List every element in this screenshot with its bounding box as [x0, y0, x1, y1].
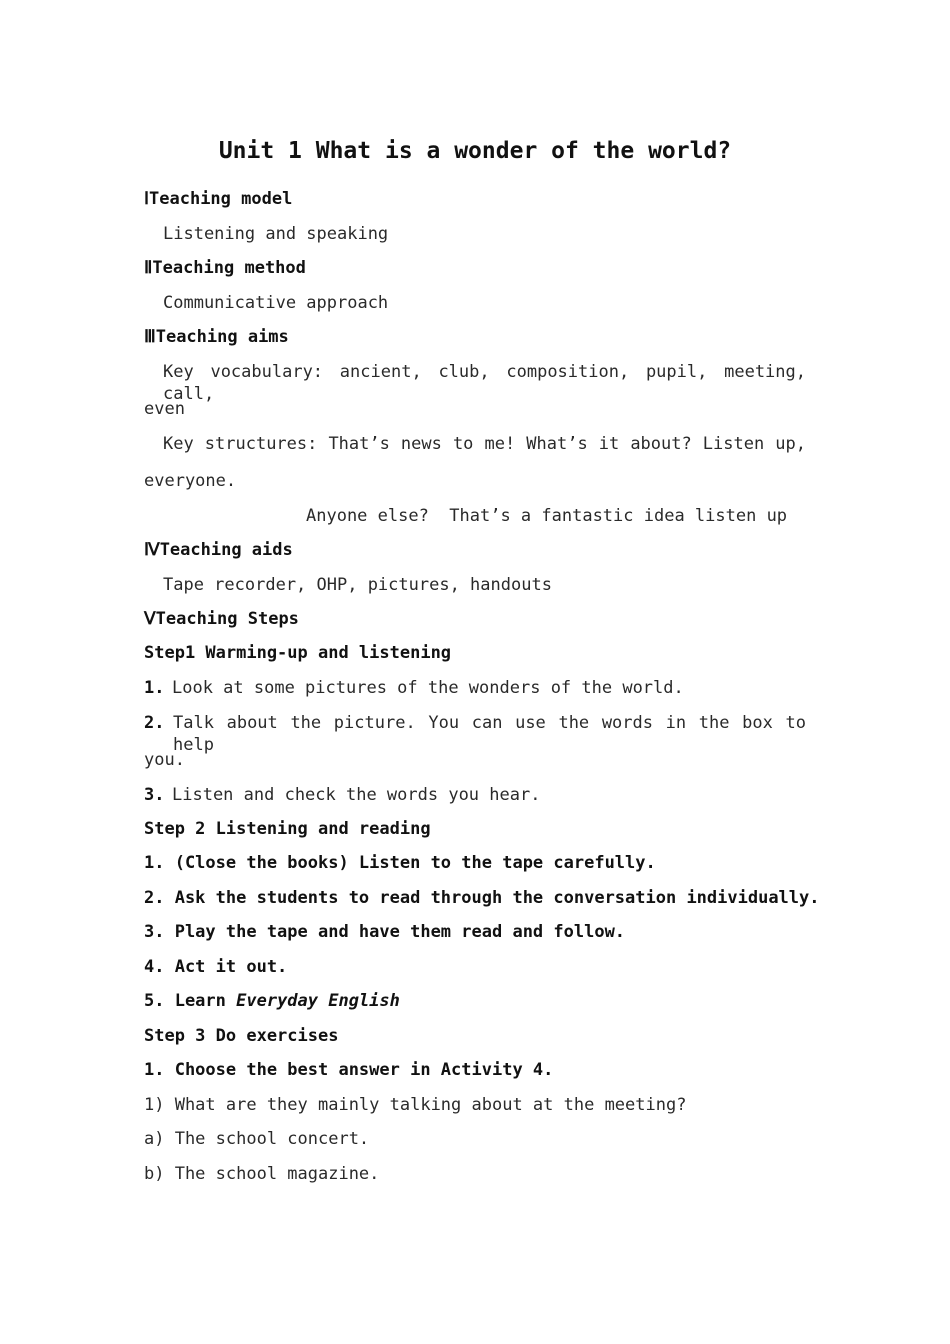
- page-title: Unit 1 What is a wonder of the world?: [218, 138, 732, 164]
- step1-item3-text: Listen and check the words you hear.: [172, 785, 541, 805]
- teaching-model-text: Listening and speaking: [163, 224, 389, 244]
- step1-item2-text: Talk about the picture. You can use the words in the box to help: [173, 713, 806, 755]
- section-heading-teaching-aids: ⅣTeaching aids: [144, 540, 293, 560]
- step1-item2-text-continued: you.: [144, 750, 185, 770]
- step1-item3-number: 3.: [144, 785, 165, 805]
- everyday-english-italic: Everyday English: [236, 991, 400, 1011]
- step1-item2-number: 2.: [144, 713, 165, 733]
- step2-item: 1. (Close the books) Listen to the tape carefully.: [144, 853, 656, 873]
- teaching-method-text: Communicative approach: [163, 293, 389, 313]
- section-heading-teaching-aims: ⅢTeaching aims: [144, 327, 289, 347]
- step2-item: 3. Play the tape and have them read and follow.: [144, 922, 626, 942]
- step2-item5-prefix: 5. Learn: [144, 991, 237, 1011]
- key-structures-continued: everyone.: [144, 471, 237, 491]
- question-1-option-b: b) The school magazine.: [144, 1164, 380, 1184]
- step2-item5: [144, 990, 400, 1012]
- step3-item1: 1. Choose the best answer in Activity 4.: [144, 1060, 554, 1080]
- step1-item1-number: 1.: [144, 678, 165, 698]
- key-structures-line: Key structures: That’s news to me! What’s it about? Listen up,: [163, 434, 806, 454]
- step1-heading: Step1 Warming-up and listening: [144, 643, 452, 663]
- section-heading-teaching-method: ⅡTeaching method: [144, 258, 306, 278]
- section-heading-teaching-steps: ⅤTeaching Steps: [144, 609, 299, 629]
- step3-heading: Step 3 Do exercises: [144, 1026, 339, 1046]
- question-1: 1) What are they mainly talking about at the meeting?: [144, 1095, 687, 1115]
- question-1-option-a: a) The school concert.: [144, 1129, 370, 1149]
- key-structures-extra: Anyone else? That’s a fantastic idea listen up: [306, 506, 788, 526]
- section-heading-teaching-model: ⅠTeaching model: [144, 189, 293, 209]
- step2-item: 2. Ask the students to read through the conversation individually.: [144, 888, 820, 908]
- step2-item: 4. Act it out.: [144, 957, 288, 977]
- teaching-aids-text: Tape recorder, OHP, pictures, handouts: [163, 575, 552, 595]
- step1-item1-text: Look at some pictures of the wonders of the world.: [172, 678, 684, 698]
- key-vocabulary-line: Key vocabulary: ancient, club, composition, pupil, meeting, call,: [163, 362, 806, 404]
- key-vocabulary-continued: even: [144, 399, 185, 419]
- step2-heading: Step 2 Listening and reading: [144, 819, 431, 839]
